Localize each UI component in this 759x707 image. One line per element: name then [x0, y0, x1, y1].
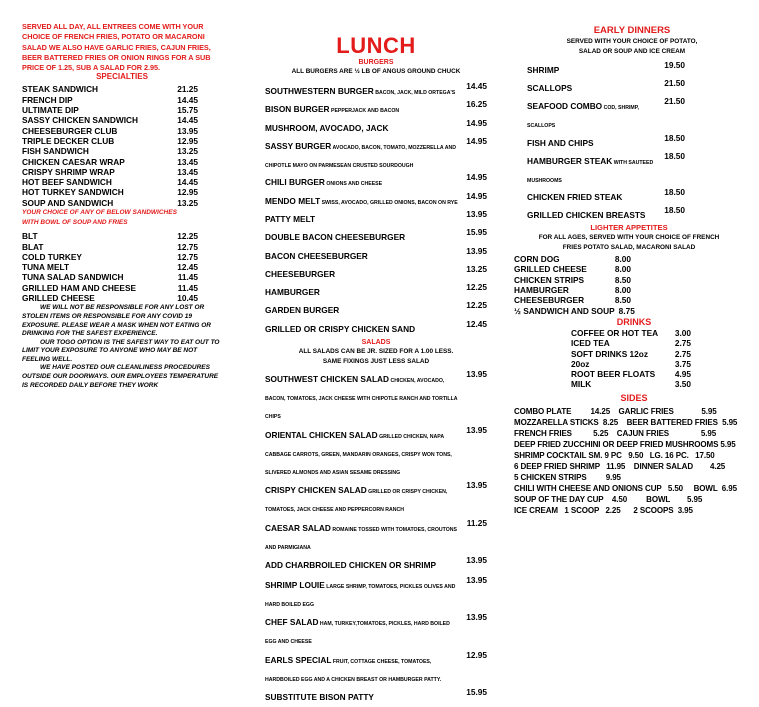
sides-line: 5 CHICKEN STRIPS 9.95	[514, 472, 621, 482]
item-text	[265, 227, 466, 245]
burger-row	[265, 246, 487, 264]
item-price: 12.25	[466, 282, 487, 293]
item-name: TUNA MELT	[22, 262, 70, 273]
item-name: CHEF SALAD	[265, 617, 319, 628]
item-price: 12.95	[177, 135, 198, 146]
sides-line: MOZZARELLA STICKS 8.25 BEER BATTERED FRIES 5.95	[514, 417, 738, 427]
burger-row	[265, 282, 487, 300]
item-price: 13.25	[177, 197, 198, 208]
item-name: BLAT	[22, 241, 44, 252]
salad-row	[265, 369, 487, 423]
early-dinners-note: SERVED WITH YOUR CHOICE OF POTATO, SALAD OR SOUP AND ICE CREAM	[566, 38, 698, 55]
item-text	[265, 555, 466, 573]
item-text	[527, 133, 664, 151]
item-name: DOUBLE BACON CHEESEBURGER	[265, 232, 406, 243]
drink-row	[571, 379, 691, 389]
notice-text: WE WILL NOT BE RESPONSIBLE FOR ANY LOST OR STOLEN ITEMS OR RESPONSIBLE FOR ANY COVID 19 EXPOSURE. PLEASE WEAR A MASK WHEN NOT EATING OR DRINKING FOR THE SAFEST EXPERIENCE.	[22, 304, 211, 338]
notice-text: OUR TOGO OPTION IS THE SAFEST WAY TO EAT OUT TO LIMIT YOUR EXPOSURE TO ANYONE WHO MAY BE NOT FEELING WELL.	[22, 338, 220, 363]
lighter-row	[514, 264, 631, 274]
item-name: CHICKEN FRIED STEAK	[527, 191, 623, 202]
specialty-row	[22, 177, 198, 187]
item-text	[265, 612, 466, 648]
item-name: ADD CHARBROILED CHICKEN OR SHRIMP	[265, 560, 437, 571]
item-name: TUNA SALAD SANDWICH	[22, 272, 124, 283]
item-text	[265, 136, 466, 172]
item-price: 12.95	[466, 649, 487, 660]
item-name: ULTIMATE DIP	[22, 105, 79, 116]
burgers-note: ALL BURGERS ARE ½ LB OF ANGUS GROUND CHUCK	[291, 67, 461, 75]
drink-row	[571, 369, 691, 379]
item-price: 18.50	[664, 150, 685, 161]
middle-column	[265, 0, 487, 707]
specialty-row	[22, 157, 198, 167]
item-text	[527, 96, 664, 132]
item-name: ½ SANDWICH AND SOUP	[514, 305, 615, 316]
item-price: 8.00	[614, 254, 631, 265]
drink-row	[571, 349, 691, 359]
item-text	[265, 300, 466, 318]
item-name: SASSY CHICKEN SANDWICH	[22, 115, 139, 126]
item-price: 14.45	[466, 81, 487, 92]
burgers-heading: BURGERS	[358, 59, 394, 66]
sandwich-row	[22, 231, 198, 241]
item-name: EARLS SPECIAL	[265, 654, 332, 665]
intro-text: SERVED ALL DAY, ALL ENTREES COME WITH YOUR CHOICE OF FRENCH FRIES, POTATO OR MACARONI SALAD WE ALSO HAVE GARLIC FRIES, CAJUN FRIES, BEER BATTERED FRIES OR ONION RINGS FOR A SUB PRICE OF 1.25, SUB A SALAD FOR 2.95.	[22, 22, 211, 73]
item-name: CHEESEBURGER	[514, 295, 585, 306]
item-description: GRILLED OR CRISPY CHICKEN, TOMATOES, JACK CHEESE AND PEPPERCORN RANCH	[265, 489, 448, 514]
item-description: BACON, JACK, MILD ORTEGA'S	[373, 90, 456, 97]
lighter-row	[514, 295, 631, 305]
salad-row	[265, 650, 487, 686]
sides-line: FRENCH FRIES 5.25 CAJUN FRIES 5.95	[514, 428, 717, 438]
left-column	[22, 0, 222, 390]
item-price: 11.45	[177, 282, 198, 293]
burgers-list	[265, 81, 487, 337]
item-name: CRISPY SHRIMP WRAP	[22, 166, 115, 177]
burger-row	[265, 209, 487, 227]
item-text	[265, 575, 466, 611]
item-text	[265, 172, 466, 190]
salads-note: ALL SALADS CAN BE JR. SIZED FOR A 1.00 LESS. SAME FIXINGS JUST LESS SALAD	[298, 348, 454, 366]
item-price: 13.95	[177, 125, 198, 136]
burger-row	[265, 172, 487, 190]
item-price: 13.45	[177, 166, 198, 177]
item-description: COD, SHRIMP, SCALLOPS	[527, 105, 639, 130]
drink-row	[571, 328, 691, 338]
salad-row	[265, 555, 487, 573]
item-name: CHEESEBURGER	[265, 268, 336, 279]
item-name: CHICKEN STRIPS	[514, 274, 585, 285]
item-price: 13.95	[466, 245, 487, 256]
item-name: STEAK SANDWICH	[22, 84, 99, 95]
item-name: CRISPY CHICKEN SALAD	[265, 485, 367, 496]
item-name: FRENCH DIP	[22, 94, 73, 105]
drinks-list	[513, 328, 691, 390]
burger-row	[265, 300, 487, 318]
item-text	[265, 264, 466, 282]
dinner-row	[527, 96, 685, 132]
item-name: CAESAR SALAD	[265, 522, 331, 533]
item-price: 3.00	[674, 327, 691, 338]
item-price: 14.45	[177, 115, 198, 126]
salads-heading: SALADS	[361, 338, 391, 346]
item-name: 20oz	[571, 358, 590, 369]
burger-row	[265, 227, 487, 245]
item-text	[527, 151, 664, 187]
salad-row	[265, 687, 487, 705]
item-description: ONIONS AND CHEESE	[324, 181, 383, 188]
item-description: AVOCADO, BACON, TOMATO, MOZZERELLA AND CHIPOTLE MAYO ON PARMESEAN CRUSTED SOURDOUGH	[265, 145, 456, 170]
lighter-note: FOR ALL AGES, SERVED WITH YOUR CHOICE OF FRENCH FRIES POTATO SALAD, MACARONI SALAD	[538, 234, 720, 251]
right-column	[513, 0, 745, 516]
item-price: 10.45	[177, 293, 198, 304]
specialty-row	[22, 198, 198, 208]
item-text	[265, 246, 466, 264]
item-price: 15.95	[466, 227, 487, 238]
sides-line: ICE CREAM 1 SCOOP 2.25 2 SCOOPS 3.95	[514, 505, 693, 515]
item-name: MUSHROOM, AVOCADO, JACK	[265, 122, 389, 133]
item-name: COLD TURKEY	[22, 251, 82, 262]
item-price: 4.95	[674, 369, 691, 380]
item-price: 2.75	[674, 338, 691, 349]
item-description: WITH SAUTEED MUSHROOMS	[527, 159, 654, 184]
item-name: MENDO MELT	[265, 195, 321, 206]
early-dinners-list	[513, 60, 685, 223]
lighter-row	[514, 254, 631, 264]
item-price: 12.25	[466, 300, 487, 311]
item-text	[265, 480, 466, 516]
sides-line: SOUP OF THE DAY CUP 4.50 BOWL 5.95	[514, 494, 703, 504]
specialty-row	[22, 105, 198, 115]
item-name: HAMBURGER	[265, 287, 320, 298]
item-price: 13.95	[466, 424, 487, 435]
sandwiches-list	[22, 231, 198, 303]
item-price: 13.95	[466, 612, 487, 623]
item-description: ROMAINE TOSSED WITH TOMATOES, CROUTONS AND PARMIGIANA	[265, 526, 457, 551]
item-price: 14.45	[177, 94, 198, 105]
item-text	[265, 99, 466, 117]
item-price: 21.25	[177, 84, 198, 95]
item-name: PATTY MELT	[265, 213, 316, 224]
item-price: 12.95	[177, 187, 198, 198]
item-text	[265, 650, 466, 686]
sides-line: SHRIMP COCKTAIL SM. 9 PC 9.50 LG. 16 PC. 17.50	[514, 450, 715, 460]
lighter-row	[514, 275, 631, 285]
item-price: 18.50	[664, 132, 685, 143]
choice-note: YOUR CHOICE OF ANY OF BELOW SANDWICHES WITH BOWL OF SOUP AND FRIES	[22, 209, 177, 226]
item-name: SHRIMP LOUIE	[265, 579, 325, 590]
sides-list	[513, 406, 745, 516]
specialties-list	[22, 84, 198, 208]
item-text	[265, 191, 466, 209]
notices	[22, 304, 220, 390]
dinner-row	[527, 205, 685, 223]
item-text	[527, 78, 664, 96]
salad-row	[265, 575, 487, 611]
dinner-row	[527, 151, 685, 187]
item-text	[265, 118, 466, 136]
item-name: ICED TEA	[571, 338, 610, 349]
item-name: SOFT DRINKS 12oz	[571, 348, 648, 359]
item-name: SHRIMP	[527, 65, 560, 75]
item-text	[527, 205, 664, 223]
salads-list	[265, 369, 487, 705]
item-name: HOT TURKEY SANDWICH	[22, 187, 124, 198]
specialty-row	[22, 167, 198, 177]
item-name: COFFEE OR HOT TEA	[571, 327, 659, 338]
dinner-row	[527, 60, 685, 78]
burger-row	[265, 118, 487, 136]
item-price: 18.50	[664, 205, 685, 216]
item-name: TRIPLE DECKER CLUB	[22, 135, 115, 146]
specialty-row	[22, 187, 198, 197]
sides-line: DEEP FRIED ZUCCHINI OR DEEP FRIED MUSHROOMS 5.95	[514, 439, 736, 449]
sandwich-row	[22, 272, 198, 282]
item-description: HAM, TURKEY,TOMATOES, PICKLES, HARD BOILED EGG AND CHEESE	[265, 621, 450, 646]
specialty-row	[22, 146, 198, 156]
sandwich-row	[22, 262, 198, 272]
sides-line: CHILI WITH CHEESE AND ONIONS CUP 5.50 BOWL 6.95	[514, 483, 737, 493]
drink-row	[571, 338, 691, 348]
item-text	[265, 425, 466, 479]
item-price: 14.95	[466, 190, 487, 201]
item-price: 3.50	[674, 379, 691, 390]
item-price: 13.95	[466, 208, 487, 219]
item-price: 13.95	[466, 555, 487, 566]
item-text	[265, 81, 466, 99]
item-text	[265, 319, 466, 337]
item-name: SCALLOPS	[527, 83, 573, 94]
item-name: SUBSTITUTE BISON PATTY	[265, 692, 374, 703]
sandwich-row	[22, 293, 198, 303]
burger-row	[265, 264, 487, 282]
early-dinners-heading: EARLY DINNERS	[593, 25, 671, 36]
item-description: FRUIT, COTTAGE CHEESE, TOMATOES, HARDBOILED EGG AND A CHICKEN BREAST OR HAMBURGER PATTY.	[265, 658, 442, 683]
item-name: BLT	[22, 231, 38, 242]
item-name: BACON CHEESEBURGER	[265, 250, 368, 261]
burger-row	[265, 136, 487, 172]
lighter-row	[514, 305, 635, 316]
specialties-heading: SPECIALTIES	[96, 72, 148, 82]
item-description: GRILLED CHICKEN, NAPA CABBAGE CARROTS, GREEN, MANDARIN ORANGES, CRISPY WON TONS, SLIVERED ALMONDS AND ASIAN SESAME DRESSING	[265, 433, 452, 476]
item-name: HAMBURGER	[514, 285, 569, 296]
item-price: 8.00	[614, 264, 631, 275]
item-price: 12.75	[177, 241, 198, 252]
item-name: BISON BURGER	[265, 104, 330, 115]
specialty-row	[22, 126, 198, 136]
item-description: LARGE SHRIMP, TOMATOES, PICKLES OLIVES AND HARD BOILED EGG	[265, 583, 456, 608]
lighter-list	[513, 254, 635, 316]
notice-text: WE HAVE POSTED OUR CLEANLINESS PROCEDURES OUTSIDE OUR DOORWAYS. OUR EMPLOYEES TEMPERATURE IS RECORDED DAILY BEFORE THEY WORK	[22, 364, 219, 389]
item-price: 11.25	[466, 517, 487, 528]
sides-line: COMBO PLATE 14.25 GARLIC FRIES 5.95	[514, 406, 717, 416]
item-name: SEAFOOD COMBO	[527, 101, 603, 112]
item-name: SOUTHWESTERN BURGER	[265, 86, 374, 97]
item-text	[265, 369, 466, 423]
specialty-row	[22, 84, 198, 94]
item-price: 12.25	[177, 231, 198, 242]
item-name: CHILI BURGER	[265, 177, 325, 188]
drink-row	[571, 359, 691, 369]
item-price: 13.25	[177, 146, 198, 157]
item-name: ROOT BEER FLOATS	[571, 369, 656, 380]
item-name: GRILLED HAM AND CHEESE	[22, 282, 137, 293]
item-price: 13.45	[177, 156, 198, 167]
item-text	[265, 209, 466, 227]
dinner-row	[527, 78, 685, 96]
burger-row	[265, 191, 487, 209]
item-price: 8.00	[614, 285, 631, 296]
sandwich-row	[22, 252, 198, 262]
item-price: 8.50	[614, 295, 631, 306]
item-name: GRILLED OR CRISPY CHICKEN SAND	[265, 323, 416, 334]
item-price: 15.75	[177, 105, 198, 116]
specialty-row	[22, 115, 198, 125]
sandwich-row	[22, 283, 198, 293]
salad-row	[265, 480, 487, 516]
item-price: 14.95	[466, 117, 487, 128]
item-text	[527, 187, 664, 205]
item-description: CHICKEN, AVOCADO, BACON, TOMATOES, JACK CHEESE WITH CHIPOTLE RANCH AND TORTILLA CHIPS	[265, 378, 458, 421]
item-name: HOT BEEF SANDWICH	[22, 177, 112, 188]
item-description: SWISS, AVOCADO, GRILLED ONIONS, BACON ON RYE	[320, 199, 458, 206]
item-name: HAMBURGER STEAK	[527, 155, 613, 166]
item-price: 19.50	[664, 60, 685, 70]
item-name: SOUP AND SANDWICH	[22, 197, 114, 208]
item-name: CHICKEN CAESAR WRAP	[22, 156, 125, 167]
burger-row	[265, 99, 487, 117]
salad-row	[265, 425, 487, 479]
item-price: 8.50	[614, 274, 631, 285]
item-text	[265, 687, 466, 705]
item-name: GRILLED CHEESE	[22, 293, 95, 304]
item-price: 21.50	[664, 96, 685, 107]
item-price: 12.75	[177, 251, 198, 262]
sides-heading: SIDES	[620, 392, 648, 403]
item-description: PEPPERJACK AND BACON	[329, 108, 400, 115]
burger-row	[265, 319, 487, 337]
item-price: 12.45	[177, 262, 198, 273]
item-price: 16.25	[466, 99, 487, 110]
item-text	[265, 518, 467, 554]
item-price: 14.95	[466, 172, 487, 183]
page-title: LUNCH	[336, 33, 416, 58]
item-price: 11.45	[177, 272, 198, 283]
item-price: 13.95	[466, 574, 487, 585]
item-name: ORIENTAL CHICKEN SALAD	[265, 429, 378, 440]
item-price: 13.95	[466, 480, 487, 491]
item-price: 14.95	[466, 136, 487, 147]
item-price: 13.25	[466, 263, 487, 274]
item-price: 18.50	[664, 186, 685, 197]
specialty-row	[22, 136, 198, 146]
item-price: 3.75	[674, 358, 691, 369]
item-name: SASSY BURGER	[265, 141, 332, 152]
item-price: 15.95	[466, 687, 487, 698]
item-name: CHEESEBURGER CLUB	[22, 125, 118, 136]
item-name: CORN DOG	[514, 254, 560, 265]
item-name: SOUTHWEST CHICKEN SALAD	[265, 374, 389, 385]
item-price: 8.75	[618, 305, 635, 316]
item-price: 13.95	[466, 369, 487, 380]
drinks-heading: DRINKS	[616, 316, 652, 327]
sides-line: 6 DEEP FRIED SHRIMP 11.95 DINNER SALAD 4.25	[514, 461, 726, 471]
dinner-row	[527, 133, 685, 151]
item-price: 21.50	[664, 78, 685, 89]
item-name: GARDEN BURGER	[265, 305, 340, 316]
specialty-row	[22, 95, 198, 105]
lighter-row	[514, 285, 631, 295]
dinner-row	[527, 187, 685, 205]
item-name: FISH AND CHIPS	[527, 137, 594, 148]
item-price: 14.45	[177, 177, 198, 188]
burger-row	[265, 81, 487, 99]
salad-row	[265, 612, 487, 648]
item-text	[265, 282, 466, 300]
item-text	[527, 60, 664, 78]
sandwich-row	[22, 242, 198, 252]
item-name: FISH SANDWICH	[22, 146, 89, 157]
item-name: MILK	[571, 379, 592, 390]
item-price: 2.75	[674, 348, 691, 359]
lighter-heading: LIGHTER APPETITES	[590, 223, 668, 233]
item-name: GRILLED CHICKEN BREASTS	[527, 210, 646, 221]
item-name: GRILLED CHEESE	[514, 264, 587, 275]
item-price: 12.45	[466, 318, 487, 329]
salad-row	[265, 518, 487, 554]
